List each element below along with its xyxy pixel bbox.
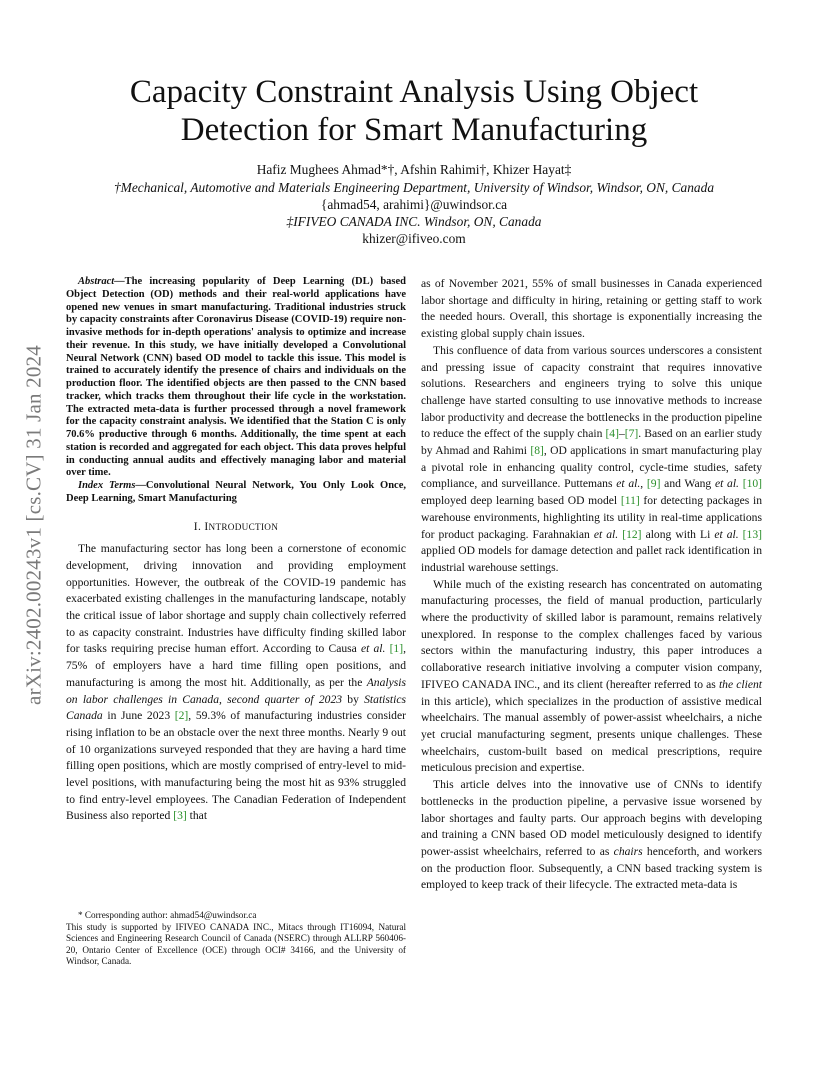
citation-13[interactable]: [13] — [742, 527, 762, 541]
right-paragraph-4 — [421, 777, 762, 894]
p2-text-c: , OD applications in smart manufacturing play a pivotal role in enhancing quality control, cycle-time studies, safety compliance, and surveillance. Puttemans — [421, 444, 762, 491]
p2-etal-1: et al. — [616, 477, 641, 491]
p2-etal-4: et al. — [714, 527, 739, 541]
section-title-first-letter: I — [204, 519, 209, 533]
intro-text-2: , 75% of employers have a hard time filling open positions, and manufacturing is among the most hit. Additionally, as per the — [66, 642, 406, 689]
citation-range-dash: – — [618, 427, 625, 441]
index-terms-text: —Convolutional Neural Network, You Only Look Once, Deep Learning, Smart Manufacturing — [66, 480, 406, 504]
arxiv-stamp-text: arXiv:2402.00243v1 [cs.CV] 31 Jan 2024 — [21, 345, 46, 705]
p4-chairs: chairs — [613, 844, 643, 858]
abstract-label: Abstract — [78, 276, 115, 287]
index-terms — [66, 480, 406, 506]
left-column — [66, 276, 406, 825]
paper-title-line-2: Detection for Smart Manufacturing — [180, 112, 648, 148]
p2-etal-3: et al. — [593, 527, 619, 541]
abstract-text: —The increasing popularity of Deep Learning (DL) based Object Detection (OD) methods and their real-world applications have opened new venues in smart manufacturing. Traditional industries struck by capacity constraints after Coronavirus Disease (COVID-19) require non-invasive methods for in-depth operations' analysis to optimize and increase their revenue. In this study, we have initially developed a Convolutional Neural Network (CNN) based OD model to tackle this issue. This model is trained to accurately identify the presence of chairs and individuals on the production floor. The identified objects are then passed to the CNN based tracker, which tracks them throughout their life cycle in the workstation. The extracted meta-data is further processed through a novel framework for the capacity constraint analysis. We identified that the Station C is only 70.6% productive through 6 months. Additionally, the time spent at each station is recorded and aggregated for each object. This data proves helpful in conducting annual audits and effectively managing labor and material over time. — [66, 276, 406, 479]
paper-title-line-1: Capacity Constraint Analysis Using Object — [129, 74, 699, 110]
intro-text-2c: in June 2023 — [102, 709, 175, 723]
p2-etal-2: et al. — [714, 477, 739, 491]
right-paragraph-1: as of November 2021, 55% of small businesses in Canada experienced labor shortage and difficulty in hiring, retaining or getting staff to work the needed hours. Overall, this shortage is exponentially increasing the existing global supply chain issues. — [421, 277, 762, 341]
p3-the-client: the client — [718, 677, 762, 691]
intro-text-4: that — [186, 809, 208, 823]
right-paragraph-3 — [421, 577, 762, 777]
affiliation-company — [60, 213, 768, 231]
section-number: I. — [193, 519, 202, 533]
affiliation-company-text: ‡IFIVEO CANADA INC. Windsor, ON, Canada — [286, 214, 542, 229]
footnote-corresponding: * Corresponding author: ahmad54@uwindsor.ca — [78, 910, 257, 920]
p4-text-b: henceforth, and workers on the production floor. Subsequently, a CNN based tracking system is employed to keep track of their lifecycle. The extracted meta-data is — [421, 844, 762, 892]
p2-text-g: employed deep learning based OD model — [421, 494, 621, 508]
p2-text-d: , — [640, 477, 647, 491]
citation-10[interactable]: [10] — [742, 477, 763, 491]
abstract — [66, 276, 406, 480]
intro-text-3: , 59.3% of manufacturing industries consider rising inflation to be an obstacle over the next three months. Nearly 9 out of 10 organizations surveyed responded that they are having a hard time filling open positions, which are mostly comprised of entry-level to mid-level positions, with manufacturing being the most hit as 93% struggled to find entry-level employees. The Canadian Federation of Independent Business also reported — [66, 709, 406, 823]
footnote-funding: This study is supported by IFIVEO CANADA INC., Mitacs through IT16094, Natural Sciences and Engineering Research Council of Canada (NSERC) through ALLRP 560406-20, Ontario Center of Excellence (OCE) through OCI# 34166, and the University of Windsor, Canada. — [66, 921, 406, 967]
intro-statcan: Statistics Canada — [66, 692, 406, 723]
p2-text-b: . Based on an earlier study by Ahmad and Rahimi — [421, 427, 762, 458]
intro-text-2b: by — [342, 692, 365, 706]
email-university: {ahmad54, arahimi}@uwindsor.ca — [320, 197, 508, 212]
footnote — [66, 910, 406, 968]
affiliation-university-text: †Mechanical, Automotive and Materials Engineering Department, University of Windsor, Windsor, ON, Canada — [113, 180, 715, 195]
p3-text-a: While much of the existing research has concentrated on automating manufacturing processes, the field of manual production, particularly where the productivity of skilled labor is paramount, remains relatively unexplored. In response to the complex challenges faced by various sectors within the manufacturing industry, this paper introduces a collaborative research initiative involving a computer vision company, IFIVEO CANADA INC., and its client (hereafter referred to as — [421, 577, 762, 691]
intro-paragraph-1 — [66, 541, 406, 825]
citation-8[interactable]: [8] — [530, 444, 544, 458]
p2-text-h: for detecting packages in warehouse environments, highlighting its utility in real-time applications for product packaging. Farahnakian — [421, 494, 762, 541]
p2-text-e: and Wang — [660, 477, 715, 491]
intro-report-title: Analysis on labor challenges in Canada, second quarter of 2023 — [66, 675, 406, 706]
p2-text-j: along with Li — [641, 527, 715, 541]
citation-4[interactable]: [4] — [605, 427, 619, 441]
author-list: Hafiz Mughees Ahmad*†, Afshin Rahimi†, Khizer Hayat‡ — [256, 162, 572, 177]
citation-3[interactable]: [3] — [173, 809, 187, 823]
intro-etal: et al. — [360, 642, 386, 656]
citation-12[interactable]: [12] — [622, 527, 642, 541]
p2-text-a: This confluence of data from various sources underscores a consistent and pressing issue of capacity constraint that requires innovative solutions. Researchers and engineers trying to solve this unique challenge have started consulting to use innovative methods to increase labor productivity and decrease the bottlenecks in the production pipeline to reduce the effect of the supply chain — [421, 343, 762, 441]
section-title-rest: NTRODUCTION — [208, 521, 279, 532]
arxiv-stamp — [14, 290, 54, 760]
p2-text-l: applied OD models for damage detection and pallet rack identification in industrial warehouse settings. — [421, 544, 762, 574]
p3-text-b: in this article), which specializes in the production of assistive medical wheelchairs. The manual assembly of power-assist wheelchairs, a niche yet crucial manufacturing segment, presents unique challenges. These wheelchairs, custom-built based on medical prescriptions, require meticulous precision and expertise. — [421, 694, 762, 775]
affiliation-university — [60, 179, 768, 197]
p4-text-a: This article delves into the innovative use of CNNs to identify bottlenecks in the production pipeline, a pervasive issue worsened by labor shortages and faulty parts. Our approach begins with developing and training a CNN based OD model meticulously designed to identify power-assist wheelchairs, referred to as — [421, 778, 762, 858]
citation-9[interactable]: [9] — [646, 477, 661, 491]
right-paragraph-2 — [421, 343, 762, 577]
intro-text-1: The manufacturing sector has long been a cornerstone of economic development, driving innovation and providing employment opportunities. However, the outbreak of the COVID-19 pandemic has exacerbated existing challenges in the manufacturing landscape, notably the critical issue of labor shortage and supply chain collectively referred to as capacity constraint. Industries have difficulty finding skilled labor for tasks requiring precise human effort. According to Causa — [66, 542, 406, 656]
right-column — [421, 276, 762, 894]
citation-2[interactable]: [2] — [174, 709, 189, 723]
citation-7[interactable]: [7] — [624, 427, 639, 441]
index-terms-label: Index Terms — [78, 480, 136, 491]
section-heading-introduction — [66, 519, 406, 536]
email-company: khizer@ifiveo.com — [362, 231, 466, 246]
citation-1[interactable]: [1] — [389, 642, 404, 656]
citation-11[interactable]: [11] — [620, 494, 640, 508]
